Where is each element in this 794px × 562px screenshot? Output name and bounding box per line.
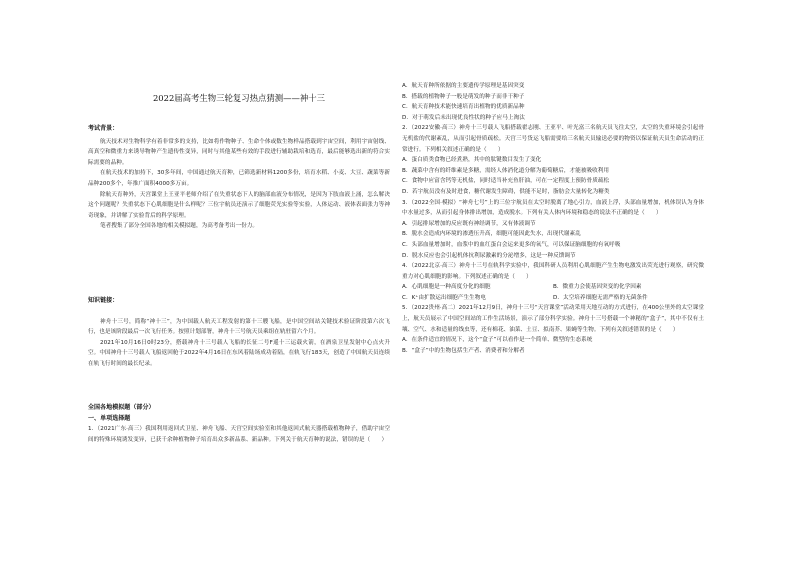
q2-option-b: B．蔬菜中含有的纤维素是多糖，需经人体消化道分解为葡萄糖后，才能被吸收利用 [402,167,610,174]
right-column [402,81,704,356]
q1-option-b: B．搭载的植物种子一般是萌发的种子而非干种子 [402,93,525,100]
knowledge-section [88,296,390,370]
q3-option-a: A．引起排尿增加的反应既有神经调节，又有体液调节 [402,220,536,227]
q4-option-c: C．K⁺由扩散运出细胞产生生物电 [402,294,487,301]
background-paragraph: 在航天技术的加持下，30多年间，中国通过航天育种，已筛选新材料1200多份，培育水稻、小麦、大豆、蔬菜等新品种200多个，年推广面积4000多万亩。 [88,170,390,187]
question-5-stem: 5．（2022贵州·高二）2021年12月9日，神舟十三号“天宫课堂”活动采用天地互动的方式进行，在400公里外的太空课堂上，航天员展示了中国空间站的工作生活场景，演示了部分科学实验。神舟十三号搭载一个神秘的“盒子”，其中不仅有土壤、空气、水和适量的线虫等，还有棉花、油菜、土豆、拟南芥、果蝇等生物。下列有关叙述错误的是（ ） [402,305,704,333]
question-1-stem: 1．（2021广东·高三）我国利用返回式卫星、神舟飞船、天宫空间实验室和其他返回式航天器搭载植物种子，借助宇宙空间的特殊环境诱发变异，已获千余种植物种子培育出众多新品系、新品种。下列关于航天育种的说法，错误的是（ ） [88,426,390,443]
question-2-stem: 2．（2022安徽·高三）神舟十三号载人飞船搭载翟志刚、王亚平、叶光富三名航天员飞往太空，太空的失重环境会引起骨无机盐的代谢紊乱，从而引起骨质疏松。天宫三号货运飞船需要给三名航天员输送必要的物资以保证航天员生命活动的正常进行。下列相关叙述正确的是（ ） [402,125,704,153]
q4-option-b: B．微重力会使基因突变的化学因素 [553,284,642,291]
q5-option-b: B．“盒子”中的生物包括生产者、消费者和分解者 [402,347,525,354]
q4-options-row [402,282,704,293]
background-heading: 考试背景： [88,125,119,132]
q1-option-a: A．航天育种所依据的主要遗传学原理是基因突变 [402,83,525,89]
section-heading: 全国各地模拟题（部分） [88,404,155,411]
q1-option-d: D．对于萌发后未出现优良性状的种子应马上淘汰 [402,114,525,121]
question-4-stem: 4．（2022北京·高三）神舟十三号在轨科学实验中，我国科研人员利用心肌细胞产生生物电激发出荧光进行观察，研究微重力对心肌细胞的影响。下列叙述正确的是（ ） [402,263,704,280]
q4-option-d: D．太空培养细胞无需严格的无菌条件 [553,294,648,301]
q2-option-c: C．食物中应富含钙等无机盐，同时适当补充鱼肝油，可在一定程度上预防骨质疏松 [402,178,610,185]
knowledge-paragraph: 2021年10月16日0时23分，搭载神舟十三号载人飞船的长征二号F遥十三运载火箭，在酒泉卫星发射中心点火升空。中国神舟十三号载人飞船返回舱于2022年4月16日在东风着陆场成功着陆，在轨飞行183天，创造了中国航天员连续在轨飞行时间的最长纪录。 [88,339,390,367]
questions-section [88,403,390,445]
background-paragraph: 笔者搜集了部分全国各地的相关模拟题，为高考备考出一份力。 [100,223,259,230]
knowledge-paragraph: 神舟十三号，简称“神十三”，为中国载人航天工程发射的第十三艘飞船，是中国空间站关键技术验证阶段第六次飞行，也是该阶段最后一次飞行任务。按照计划部署，神舟十三号航天员乘组在轨驻留六个月。 [88,318,390,336]
q1-option-c: C．航天育种技术能快速培育出植物的优质新品种 [402,104,525,111]
q4-options-row [402,293,704,304]
q2-option-a: A．蛋白质类食物已经煮熟，其中的肽键数目发生了变化 [402,157,542,164]
q3-option-d: D．脱水反应也会引起机体抗利尿激素的分泌增多，这是一种反馈调节 [402,252,576,259]
q5-option-a: A．在条件适宜的情况下，这个“盒子”可以看作是一个简单、微型的生态系统 [402,337,593,344]
q2-option-d: D．若宇航员没有及时进食，糖代谢发生障碍，供能不足时，脂肪会大量转化为糖类 [402,188,610,195]
q3-option-c: C．头部血量增加时，血浆中的血红蛋白会运来更多的氧气，可以保证脑细胞的有氧呼吸 [402,241,621,248]
background-paragraph: 除航天育种外，天宫课堂上王亚平老师介绍了在失重状态下人的脑部血液分布情况，是因为下肢血液上涌，怎么解决这个问题呢？失重状态下心肌细胞是什么样呢？三位宇航员还演示了细胞荧光实验等实验，人体运动、液体表面张力等神奇现象，并讲解了实验背后的科学原理。 [88,191,390,219]
knowledge-heading: 知识链接： [88,297,119,304]
page-title: 2022届高考生物三轮复习热点猜测——神十三 [152,93,326,103]
background-paragraph: 航天技术对生物科学有着非常多的支持，比如将作物种子、生命个体或数生物样品搭载到宇宙空间，利用宇宙射线、高真空和微重力来诱导物种产生遗传性变异，同时与其他某些有效的手段进行辅助栽培和选育，最后能够选出新的符合实际需要的品种。 [88,138,390,166]
background-section [88,124,390,232]
q3-option-b: B．脱水会造成内环境的渗透压升高，细胞可能因此失水，出现代谢紊乱 [402,231,581,238]
question-3-stem: 3．（2022全国·模拟）“神舟七号”上的三位宇航员在太空时脱离了地心引力，血液上浮，头部血量增加，机体误认为身体中水量过多，从而引起身体排出增加，造成脱水。下列有关人体内环境和稳态的说法不正确的是（ ） [402,199,704,217]
q4-option-a: A．心肌细胞是一种高度分化的细胞 [402,284,491,291]
subsection-heading: 一、单项选择题 [88,414,131,422]
